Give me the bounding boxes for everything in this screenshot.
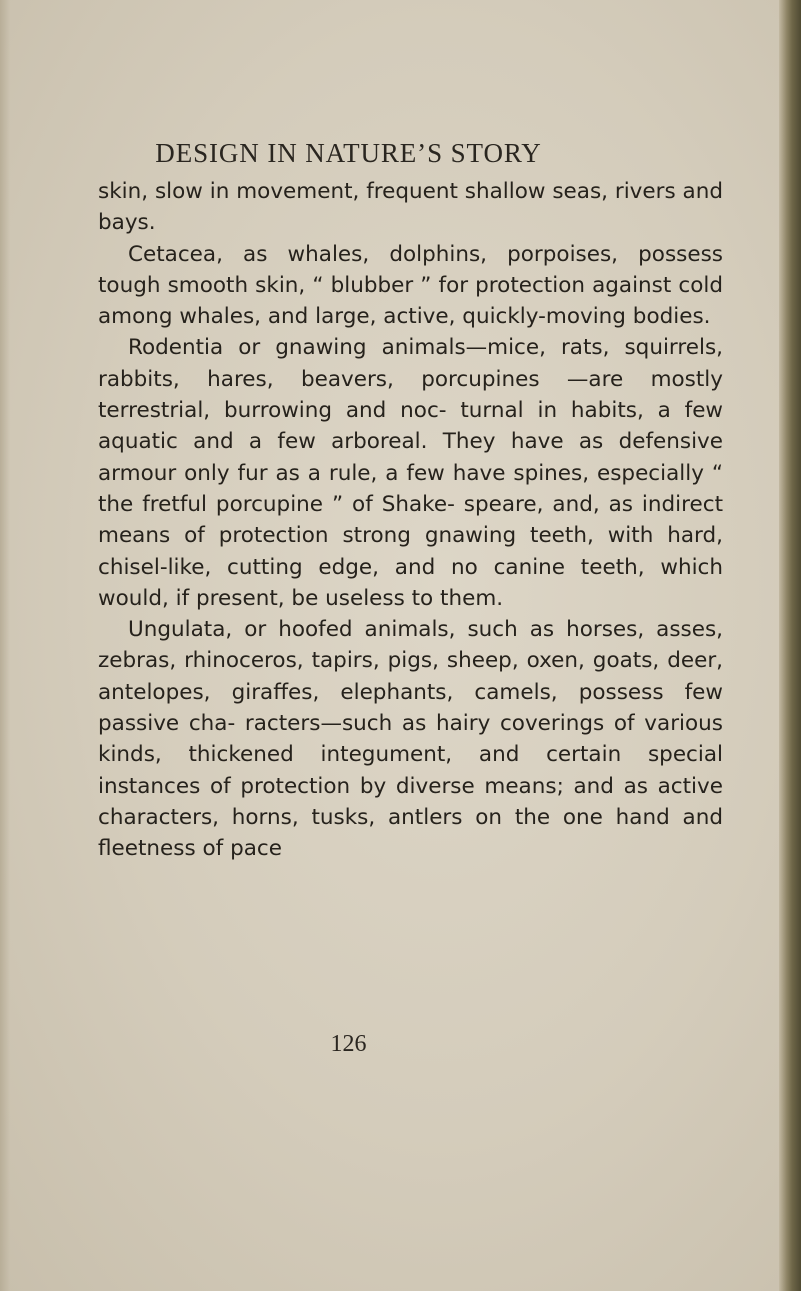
body-text bbox=[98, 176, 723, 865]
running-head: DESIGN IN NATURE’S STORY bbox=[155, 138, 542, 168]
page-number: 126 bbox=[330, 1031, 367, 1057]
page-binding-edge bbox=[779, 0, 801, 1291]
paragraph-rodentia: Rodentia or gnawing animals—mice, rats, squirrels, rabbits, hares, beavers, porcupines —are mostly terrestrial, burrowing and noc- turnal in habits, a few aquatic and a few arboreal. They have as defensive armour only fur as a rule, a few have spines, especially “ the fretful porcupine ” of Shake- speare, and, as indirect means of protection strong gnawing teeth, with hard, chisel-like, cutting edge, and no canine teeth, which would, if present, be useless to them. bbox=[98, 335, 723, 611]
paragraph-cetacea: Cetacea, as whales, dolphins, porpoises, possess tough smooth skin, “ blubber ” for protection against cold among whales, and large, active, quickly-moving bodies. bbox=[98, 241, 723, 330]
page-left-edge bbox=[0, 0, 10, 1291]
paragraph-continuation: skin, slow in movement, frequent shallow seas, rivers and bays. bbox=[98, 179, 723, 236]
paragraph-ungulata: Ungulata, or hoofed animals, such as horses, asses, zebras, rhinoceros, tapirs, pigs, sheep, oxen, goats, deer, antelopes, giraffes, elephants, camels, possess few passive cha- racters—such as hairy coverings of various kinds, thickened integument, and certain special instances of protection by diverse means; and as active characters, horns, tusks, antlers on the one hand and fleetness of pace bbox=[98, 617, 723, 862]
